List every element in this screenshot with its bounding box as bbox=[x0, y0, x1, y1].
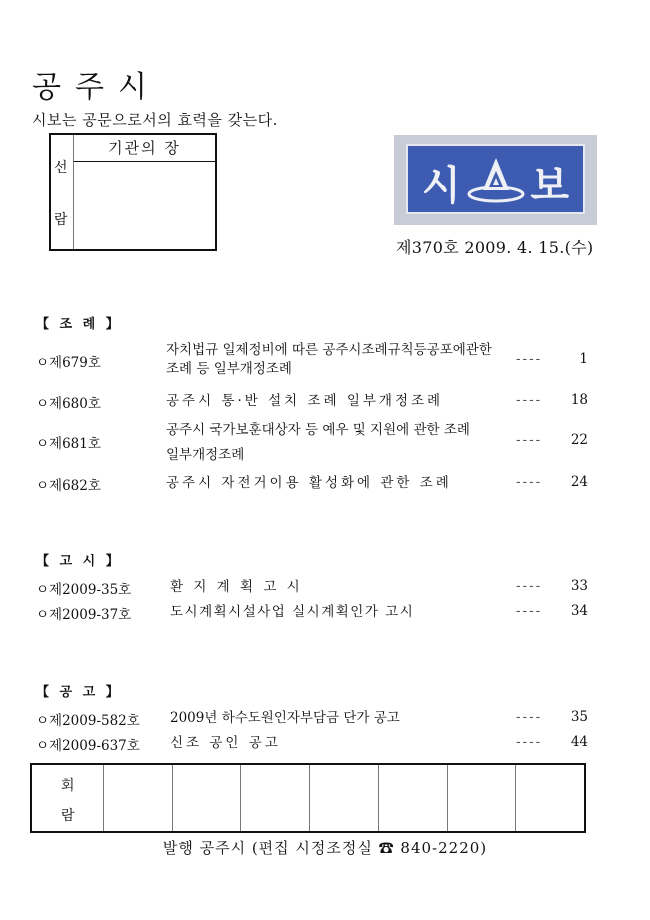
publisher-footer: 발행 공주시 (편집 시정조정실 ☎ 840-2220) bbox=[162, 839, 488, 857]
circulation-box bbox=[49, 133, 217, 251]
section-heading-notices: 【 고 시 】 bbox=[36, 554, 122, 569]
entry-number: ㅇ제2009-37호 bbox=[36, 607, 132, 623]
page-number: 22 bbox=[570, 432, 588, 448]
entry-title-line: 신조 공인 공고 bbox=[170, 735, 281, 751]
entry-title bbox=[166, 392, 511, 411]
page-number: 1 bbox=[579, 351, 588, 367]
section-heading-announcements: 【 공 고 】 bbox=[36, 685, 122, 700]
entry-title-line: 공주시 통·반 설치 조례 일부개정조례 bbox=[166, 393, 444, 409]
page-number: 35 bbox=[570, 709, 588, 725]
logo-text-right: 보 bbox=[530, 163, 569, 209]
leader-dashes: ---- bbox=[516, 734, 543, 750]
signature-cell bbox=[172, 765, 241, 831]
toc-entry[interactable] bbox=[36, 734, 596, 754]
page-number: 44 bbox=[570, 734, 588, 750]
leader-dashes: ---- bbox=[516, 578, 543, 594]
entry-title bbox=[170, 709, 515, 728]
bulletin-subtitle: 시보는 공문으로서의 효력을 갖는다. bbox=[32, 111, 278, 129]
entry-number: ㅇ제2009-35호 bbox=[36, 582, 132, 598]
toc-entry[interactable] bbox=[36, 603, 596, 623]
mountain-ripple-emblem-icon bbox=[466, 154, 526, 206]
entry-title-line: 일부개정조례 bbox=[166, 447, 245, 463]
entry-title-line: 조례 등 일부개정조례 bbox=[166, 361, 292, 377]
page-number: 33 bbox=[570, 578, 588, 594]
leader-dashes: ---- bbox=[516, 603, 543, 619]
toc-entry[interactable] bbox=[36, 474, 596, 494]
page-number: 18 bbox=[570, 392, 588, 408]
entry-number: ㅇ제680호 bbox=[36, 396, 101, 412]
city-title: 공주시 bbox=[32, 70, 161, 105]
entry-title bbox=[170, 603, 515, 622]
signature-cell bbox=[309, 765, 378, 831]
circulation-label-top: 선 bbox=[54, 160, 68, 176]
toc-entry[interactable] bbox=[36, 341, 596, 381]
leader-dashes: ---- bbox=[516, 432, 543, 448]
signature-cell bbox=[515, 765, 584, 831]
toc-entry[interactable] bbox=[36, 709, 596, 729]
entry-title-line: 공주시 국가보훈대상자 등 예우 및 지원에 관한 조례 bbox=[166, 422, 470, 438]
toc-entry[interactable] bbox=[36, 418, 596, 466]
entry-title bbox=[166, 418, 511, 468]
entry-number: ㅇ제2009-637호 bbox=[36, 738, 140, 754]
leader-dashes: ---- bbox=[516, 351, 543, 367]
page-number: 24 bbox=[570, 474, 588, 490]
signature-cell bbox=[447, 765, 516, 831]
entry-title-line: 자치법규 일제정비에 따른 공주시조례규칙등공포에관한 bbox=[166, 342, 492, 358]
circulation-column-header: 기관의 장 bbox=[74, 135, 215, 162]
entry-title-line: 도시계획시설사업 실시계획인가 고시 bbox=[170, 604, 415, 620]
signature-cell bbox=[378, 765, 447, 831]
toc-entry[interactable] bbox=[36, 392, 596, 412]
entry-title-line: 2009년 하수도원인자부담금 단가 공고 bbox=[170, 710, 400, 726]
entry-number: ㅇ제2009-582호 bbox=[36, 713, 140, 729]
page-number: 34 bbox=[570, 603, 588, 619]
leader-dashes: ---- bbox=[516, 709, 543, 725]
leader-dashes: ---- bbox=[516, 392, 543, 408]
entry-title bbox=[166, 474, 511, 493]
issue-number-date: 제370호 2009. 4. 15.(수) bbox=[396, 238, 594, 257]
reader-signature-box bbox=[30, 763, 586, 833]
entry-title-line: 공주시 자전거이용 활성화에 관한 조례 bbox=[166, 475, 452, 491]
circulation-label-bottom: 람 bbox=[54, 212, 68, 228]
reader-label-cell bbox=[32, 765, 103, 831]
entry-number: ㅇ제681호 bbox=[36, 436, 101, 452]
reader-label-bottom: 람 bbox=[61, 808, 75, 824]
sibo-logo bbox=[394, 135, 597, 225]
leader-dashes: ---- bbox=[516, 474, 543, 490]
reader-label-top: 회 bbox=[61, 778, 75, 794]
entry-number: ㅇ제679호 bbox=[36, 355, 101, 371]
logo-text-left: 시 bbox=[422, 163, 461, 209]
entry-title bbox=[170, 734, 515, 753]
circulation-side-label bbox=[51, 135, 74, 249]
signature-cell bbox=[240, 765, 309, 831]
section-heading-ordinances: 【 조 례 】 bbox=[36, 317, 122, 332]
entry-title-line: 환 지 계 획 고 시 bbox=[170, 579, 303, 595]
toc-entry[interactable] bbox=[36, 578, 596, 598]
signature-cell bbox=[103, 765, 172, 831]
logo-panel bbox=[406, 144, 585, 214]
entry-title bbox=[170, 578, 515, 597]
entry-number: ㅇ제682호 bbox=[36, 478, 101, 494]
entry-title bbox=[166, 341, 511, 379]
